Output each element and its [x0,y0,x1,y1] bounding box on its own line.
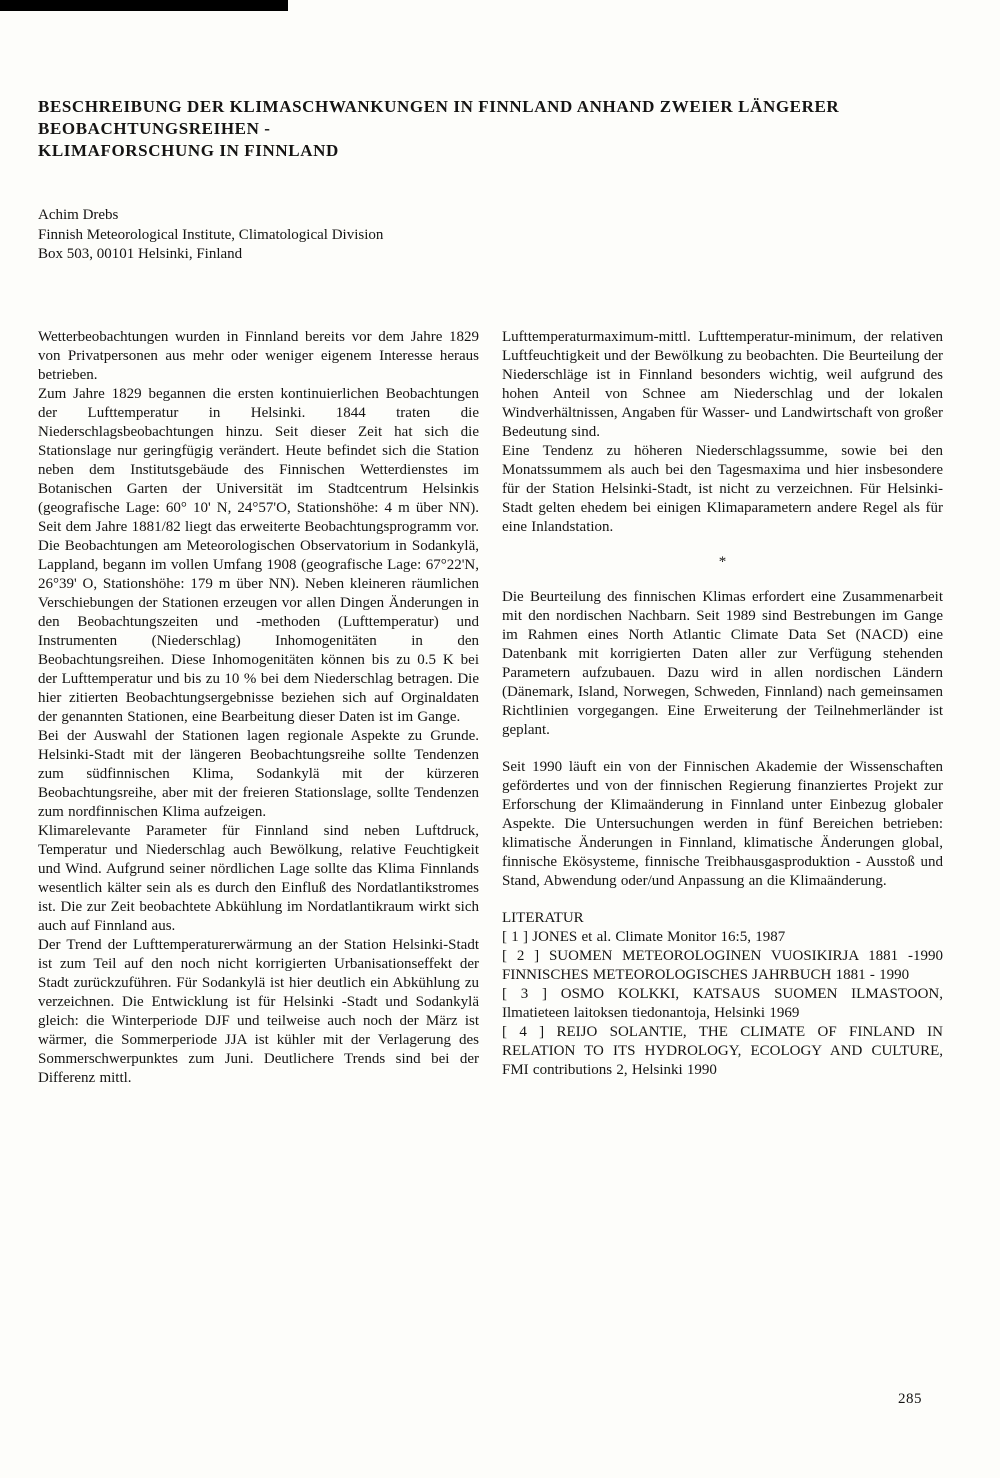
section-separator-asterisk: * [718,554,727,570]
right-column [502,328,943,1088]
page-number: 285 [898,1391,922,1407]
paper-title-line-1: BESCHREIBUNG DER KLIMASCHWANKUNGEN IN FINNLAND ANHAND ZWEIER LÄNGERER [38,97,840,116]
author-block [38,206,638,264]
paragraph: Bei der Auswahl der Stationen lagen regionale Aspekte zu Grunde. Helsinki-Stadt mit der längeren Beobachtungsreihe sollte Tendenzen zum südfinnischen Klima, Sodankylä mit der kürzeren Beobachtungsreihe, aber mit der freieren Stationslage, sollte Tendenzen zum nordfinnischen Klima aufzeigen. [38,728,479,820]
paper-title-line-2: BEOBACHTUNGSREIHEN - [38,119,271,138]
author-affiliation: Finnish Meteorological Institute, Climatological Division [38,227,384,243]
reference-item: [ 2 ] SUOMEN METEOROLOGINEN VUOSIKIRJA 1881 -1990 FINNISCHES METEOROLOGISCHES JAHRBUCH 1881 - 1990 [502,948,943,983]
reference-item: [ 1 ] JONES et al. Climate Monitor 16:5, 1987 [502,929,786,945]
left-column [38,328,479,1088]
body-columns [38,328,943,1088]
author-name: Achim Drebs [38,207,119,223]
scan-edge-bar [0,0,288,11]
paragraph: Wetterbeobachtungen wurden in Finnland bereits vor dem Jahre 1829 von Privatpersonen aus mehr oder weniger eigenem Interesse heraus betrieben. [38,329,479,383]
paragraph: Lufttemperaturmaximum-mittl. Lufttemperatur-minimum, der relativen Luftfeuchtigkeit und der Bewölkung zu beobachten. Die Beurteilung der Niederschläge ist in Finnland besonders wichtig, weil aufgrund des hohen Anteil von Schnee am Niederschlag und der lokalen Windverhältnissen, Angaben für Wasser- und Landwirtschaft von großer Bedeutung sind. [502,329,943,440]
literature-heading: LITERATUR [502,910,584,926]
paragraph: Die Beurteilung des finnischen Klimas erfordert eine Zusammenarbeit mit den nordischen Nachbarn. Seit 1989 sind Bestrebungen im Gange im Rahmen eines North Atlantic Climate Data Set (NACD) eine Datenbank mit korrigierten Daten aller zur Verfügung stehenden Parametern aufzubauen. Dazu wird in allen nordischen Ländern (Dänemark, Island, Norwegen, Schweden, Finnland) nach gemeinsamen Richtlinien vorgegangen. Eine Erweiterung der Teilnehmerländer ist geplant. [502,589,943,738]
paper-title [38,96,958,162]
paragraph: Seit 1990 läuft ein von der Finnischen Akademie der Wissenschaften gefördertes und von der finnischen Regierung finanziertes Projekt zur Erforschung der Klimaänderung in Finnland unter Einbezug globaler Aspekte. Die Untersuchungen werden in fünf Bereichen betrieben: klimatische Änderungen in Finnland, klimatische Änderungen global, finnische Ekösysteme, finnische Treibhausgasproduktion - Ausstoß und Stand, Abwendung oder/und Anpassung an die Klimaänderung. [502,759,943,889]
reference-item: [ 4 ] REIJO SOLANTIE, THE CLIMATE OF FINLAND IN RELATION TO ITS HYDROLOGY, ECOLOGY AND CULTURE, FMI contributions 2, Helsinki 1990 [502,1024,943,1078]
paragraph: Der Trend der Lufttemperaturerwärmung an der Station Helsinki-Stadt ist zum Teil auf den noch nicht korrigierten Urbanisationseffekt der Stadt zurückzuführen. Für Sodankylä ist hier deutlich ein Abkühlung zu verzeichnen. Die Entwicklung ist für Helsinki -Stadt und Sodankylä gleich: die Winterperiode DJF und teilweise auch noch der März ist wärmer, die Sommerperiode JJA ist kühler mit der Verlagerung des Sommerschwerpunktes zum Juni. Deutlichere Trends sind bei der Differenz mittl. [38,937,479,1086]
paper-title-line-3: KLIMAFORSCHUNG IN FINNLAND [38,141,339,160]
author-address: Box 503, 00101 Helsinki, Finland [38,246,243,262]
paragraph: Eine Tendenz zu höheren Niederschlagssumme, sowie bei den Monatssummem als auch bei den Tagesmaxima und hier insbesondere für der Station Helsinki-Stadt, ist nicht zu verzeichnen. Für Helsinki-Stadt gelten ehedem bei einigen Klimaparametern andere Regel als für eine Inlandstation. [502,443,943,535]
paragraph: Zum Jahre 1829 begannen die ersten kontinuierlichen Beobachtungen der Lufttemperatur in Helsinki. 1844 traten die Niederschlagsbeobachtungen hinzu. Seit dieser Zeit hat sich die Stationslage nur geringfügig verändert. Heute befindet sich die Station neben dem Institutsgebäude des Finnischen Wetterdienstes im Botanischen Garten der Universität im Stadtcentrum Helsinkis (geografische Lage: 60° 10' N, 24°57'O, Stationshöhe: 4 m über NN). Seit dem Jahre 1881/82 liegt das erweiterte Beobachtungsprogramm vor. Die Beobachtungen am Meteorologischen Observatorium in Sodankylä, Lappland, begann im vollen Umfang 1908 (geografische Lage: 67°22'N, 26°39' O, Stationshöhe: 179 m über NN). Neben kleineren räumlichen Verschiebungen der Stationen erzeugen vor allen Dingen Änderungen in den Beobachtungszeiten und -methoden (Lufttemperatur) und Instrumenten (Niederschlag) Inhomogenitäten in den Beobachtungsreihen. Diese Inhomogenitäten können bis zu 0.5 K bei der Lufttemperatur und bis zu 10 % bei dem Niederschlag betragen. Die hier zitierten Beobachtungsergebnisse beziehen sich auf Orginaldaten der genannten Stationen, eine Bearbeitung dieser Daten ist im Gange. [38,386,479,725]
reference-item: [ 3 ] OSMO KOLKKI, KATSAUS SUOMEN ILMASTOON, Ilmatieteen laitoksen tiedonantoja, Helsinki 1969 [502,986,943,1021]
paragraph: Klimarelevante Parameter für Finnland sind neben Luftdruck, Temperatur und Niederschlag auch Bewölkung, relative Feuchtigkeit und Wind. Aufgrund seiner nördlichen Lage sollte das Klima Finnlands wesentlich kälter sein als es durch den Einfluß des Nordatlantikstromes ist. Die zur Zeit beobachtete Abkühlung im Nordatlantikraum wirkt sich auch auf Finnland aus. [38,823,479,934]
